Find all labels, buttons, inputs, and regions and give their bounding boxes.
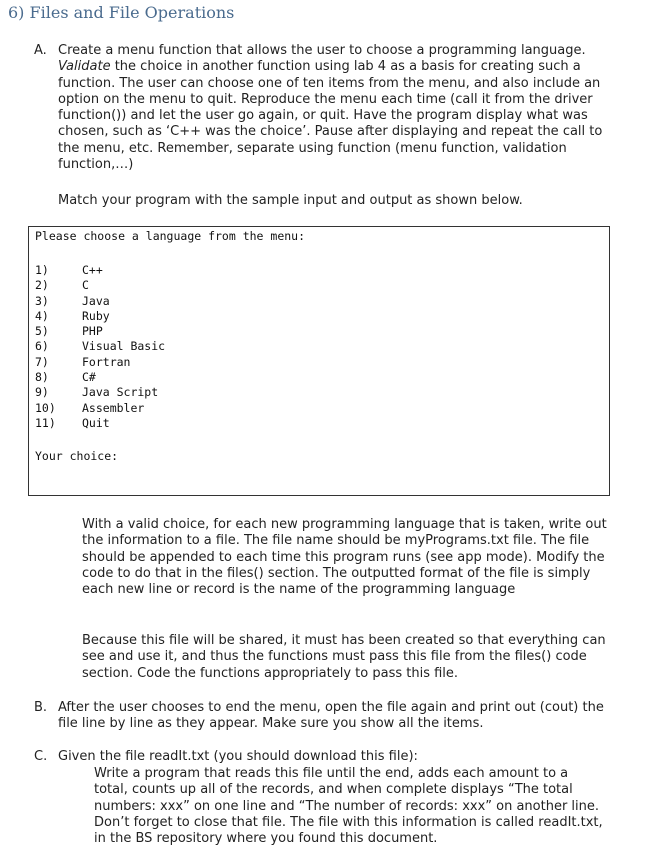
menu-item-number: 9): [35, 385, 49, 400]
part-b-paragraph: After the user chooses to end the menu, open the file again and print out (cout) the file line by line as they appear. Make sure you show all the items.: [58, 700, 604, 732]
menu-item: [35, 278, 165, 293]
menu-item: [35, 355, 165, 370]
menu-item-number: 6): [35, 339, 49, 354]
file-write-paragraph: With a valid choice, for each new programming language that is taken, write out the information to a file. The file name should be myPrograms.txt file. The file should be appended to each time this program runs (see app mode). Modify the code to do that in the files() section. The outputted format of the file is simply each new line or record is the name of the programming language: [82, 517, 607, 598]
part-a-rest: the choice in another function using lab 4 as a basis for creating such a function. The user can choose one of ten items from the menu, and also include an option on the menu to quit. Reproduce the menu each time (call it from the driver function()) and let the user go again, or quit. Have the program display what was chosen, such as ‘C++ was the choice’. Pause after displaying and repeat the call to the menu, etc. Remember, separate using function (menu function, validation function,…): [58, 59, 603, 173]
menu-item: [35, 339, 165, 354]
menu-item-label: PHP: [82, 324, 103, 339]
part-c-intro: Given the file readIt.txt (you should download this file):: [58, 749, 418, 764]
menu-item-number: 3): [35, 293, 49, 308]
menu-item-label: C++: [82, 263, 103, 277]
validate-emphasis: Validate: [58, 59, 111, 75]
menu-item: [35, 401, 165, 416]
part-a-marker: A.: [34, 43, 47, 58]
menu-item: [35, 324, 165, 339]
menu-item: [35, 416, 165, 431]
menu-item: [35, 309, 165, 324]
menu-item-number: 5): [35, 324, 49, 339]
menu-item: [35, 294, 165, 309]
sample-console-output: [28, 226, 610, 496]
part-a-match-instruction: Match your program with the sample input and output as shown below.: [58, 193, 523, 208]
part-b-marker: B.: [34, 700, 48, 715]
choice-prompt: Your choice:: [35, 449, 119, 463]
menu-item-label: Assembler: [82, 400, 145, 415]
menu-item-number: 1): [35, 263, 49, 277]
menu-item-number: 4): [35, 308, 49, 323]
menu-item-label: Java: [82, 293, 110, 308]
menu-item-label: Quit: [82, 415, 110, 430]
menu-item-number: 7): [35, 354, 49, 369]
menu-item-label: Visual Basic: [82, 339, 166, 354]
file-share-paragraph: Because this file will be shared, it must has been created so that everything can see and use it, and thus the functions must pass this file from the files() code section. Code the functions appropriately to pass this file.: [82, 633, 606, 681]
menu-item-number: 10): [35, 400, 56, 415]
part-a-paragraph: [58, 43, 606, 173]
menu-item: [35, 385, 165, 400]
part-a-line0: Create a menu function that allows the user to choose a programming language.: [58, 43, 586, 58]
menu-item-label: C: [82, 278, 89, 293]
menu-item-number: 8): [35, 370, 49, 385]
menu-item-label: Java Script: [82, 385, 159, 400]
part-c-marker: C.: [34, 749, 48, 764]
menu-item-label: Ruby: [82, 308, 110, 323]
menu-item-number: 11): [35, 415, 56, 430]
menu-item-label: Fortran: [82, 354, 131, 369]
section-heading: 6) Files and File Operations: [8, 3, 235, 22]
language-menu: [35, 263, 165, 431]
menu-item-label: C#: [82, 370, 96, 385]
menu-item-number: 2): [35, 278, 49, 293]
menu-prompt: Please choose a language from the menu:: [35, 229, 306, 243]
part-c-paragraph: Write a program that reads this file until the end, adds each amount to a total, counts up all of the records, and when complete displays “The total numbers: xxx” on one line and “The number of records: xxx” on another line. Don’t forget to close that file. The file with this information is called readIt.txt, in the BS repository where you found this document.: [94, 766, 603, 847]
menu-item: [35, 263, 165, 278]
menu-item: [35, 370, 165, 385]
